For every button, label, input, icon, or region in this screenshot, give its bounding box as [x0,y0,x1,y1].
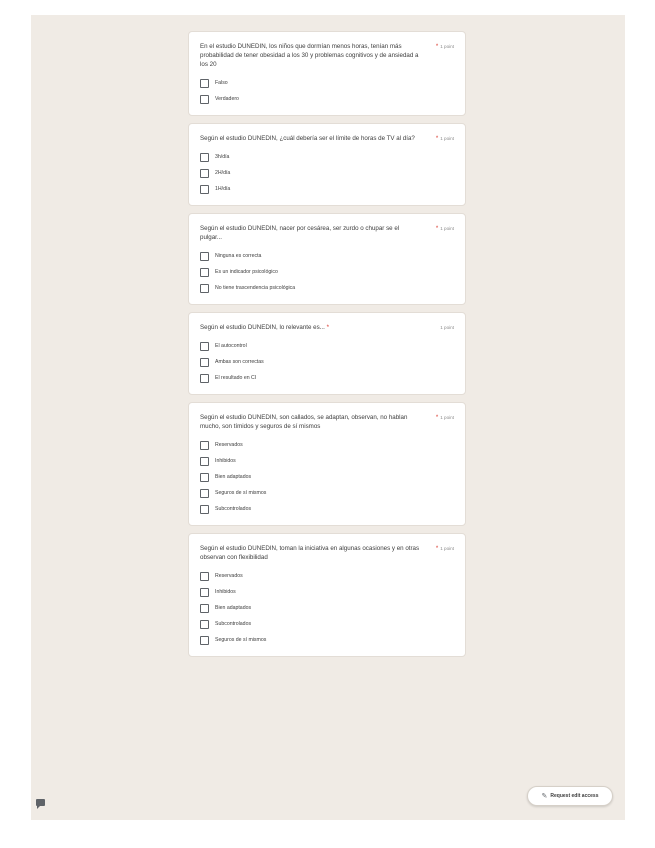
checkbox[interactable] [200,457,209,466]
option-ambas[interactable] [200,354,454,370]
option-ninguna[interactable] [200,248,454,264]
points-label: * 1 point [435,136,454,142]
checkbox[interactable] [200,604,209,613]
option-trascendencia[interactable] [200,280,454,296]
option-subcontrolados[interactable] [200,501,454,517]
request-edit-access-button[interactable] [527,786,613,806]
option-label: Reservados [215,442,243,448]
option-reservados[interactable] [200,568,454,584]
option-inhibidos[interactable] [200,584,454,600]
required-asterisk: * [435,44,439,50]
required-asterisk: * [435,136,439,142]
option-label: Seguros de sí mismos [215,490,267,496]
option-2h[interactable] [200,165,454,181]
option-autocontrol[interactable] [200,338,454,354]
option-reservados[interactable] [200,437,454,453]
question-text: Según el estudio DUNEDIN, ¿cuál debería ser el límite de horas de TV al día? [200,135,415,142]
checkbox[interactable] [200,153,209,162]
points-label: * 1 point [435,44,454,50]
option-label: Ninguna es correcta [215,253,262,259]
option-label: Reservados [215,573,243,579]
question-card [188,312,466,395]
option-seguros[interactable] [200,632,454,648]
checkbox[interactable] [200,79,209,88]
required-asterisk: * [435,546,439,552]
checkbox[interactable] [200,268,209,277]
option-label: Inhibidos [215,458,236,464]
option-3h[interactable] [200,149,454,165]
required-asterisk: * [435,226,439,232]
checkbox[interactable] [200,95,209,104]
question-card [188,31,466,116]
option-label: Seguros de sí mismos [215,637,267,643]
question-card [188,402,466,526]
questions-column [188,31,466,664]
option-label: Subcontrolados [215,506,252,512]
question-text: Según el estudio DUNEDIN, son callados, se adaptan, observan, no hablan mucho, son tímidos y seguros de sí mismos [200,414,408,430]
checkbox[interactable] [200,185,209,194]
checkbox[interactable] [200,441,209,450]
option-bien-adaptados[interactable] [200,469,454,485]
question-card [188,123,466,206]
option-label: El autocontrol [215,343,247,349]
option-seguros[interactable] [200,485,454,501]
option-falso[interactable] [200,75,454,91]
feedback-icon[interactable] [36,799,45,806]
option-label: Bien adaptados [215,474,252,480]
checkbox[interactable] [200,342,209,351]
option-indicador[interactable] [200,264,454,280]
option-label: Es un indicador psicológico [215,269,278,275]
checkbox[interactable] [200,588,209,597]
option-label: El resultado en CI [215,375,257,381]
option-label: 2H/día [215,170,231,176]
question-card [188,533,466,657]
question-text: Según el estudio DUNEDIN, nacer por cesárea, ser zurdo o chupar se el pulgar... [200,225,400,241]
points-label: * 1 point [435,226,454,232]
points-label: * 1 point [435,415,454,421]
checkbox[interactable] [200,374,209,383]
option-label: Verdadero [215,96,239,102]
option-label: 3h/día [215,154,230,160]
required-asterisk: * [326,324,329,331]
checkbox[interactable] [200,620,209,629]
checkbox[interactable] [200,473,209,482]
option-label: Falso [215,80,228,86]
option-subcontrolados[interactable] [200,616,454,632]
question-card [188,213,466,305]
option-bien-adaptados[interactable] [200,600,454,616]
checkbox[interactable] [200,169,209,178]
option-label: No tiene trascendencia psicológica [215,285,296,291]
question-text: Según el estudio DUNEDIN, toman la iniciativa en algunas ocasiones y en otras observan con flexibilidad [200,545,420,561]
option-ci[interactable] [200,370,454,386]
points-label: 1 point [440,325,454,330]
checkbox[interactable] [200,505,209,514]
checkbox[interactable] [200,358,209,367]
checkbox[interactable] [200,284,209,293]
option-label: Ambas son correctas [215,359,264,365]
option-verdadero[interactable] [200,91,454,107]
points-label: * 1 point [435,546,454,552]
option-1h[interactable] [200,181,454,197]
option-label: Bien adaptados [215,605,252,611]
option-inhibidos[interactable] [200,453,454,469]
option-label: Subcontrolados [215,621,252,627]
pencil-icon: ✎ [541,793,548,800]
question-text: Según el estudio DUNEDIN, lo relevante es... * [200,324,329,331]
option-label: Inhibidos [215,589,236,595]
checkbox[interactable] [200,252,209,261]
request-edit-access-label: Request edit access [550,793,599,799]
option-label: 1H/día [215,186,231,192]
checkbox[interactable] [200,572,209,581]
required-asterisk: * [435,415,439,421]
checkbox[interactable] [200,489,209,498]
question-text: En el estudio DUNEDIN, los niños que dormían menos horas, tenían más probabilidad de tener obesidad a los 30 y problemas cognitivos y de ansiedad a los 20 [200,43,419,68]
checkbox[interactable] [200,636,209,645]
